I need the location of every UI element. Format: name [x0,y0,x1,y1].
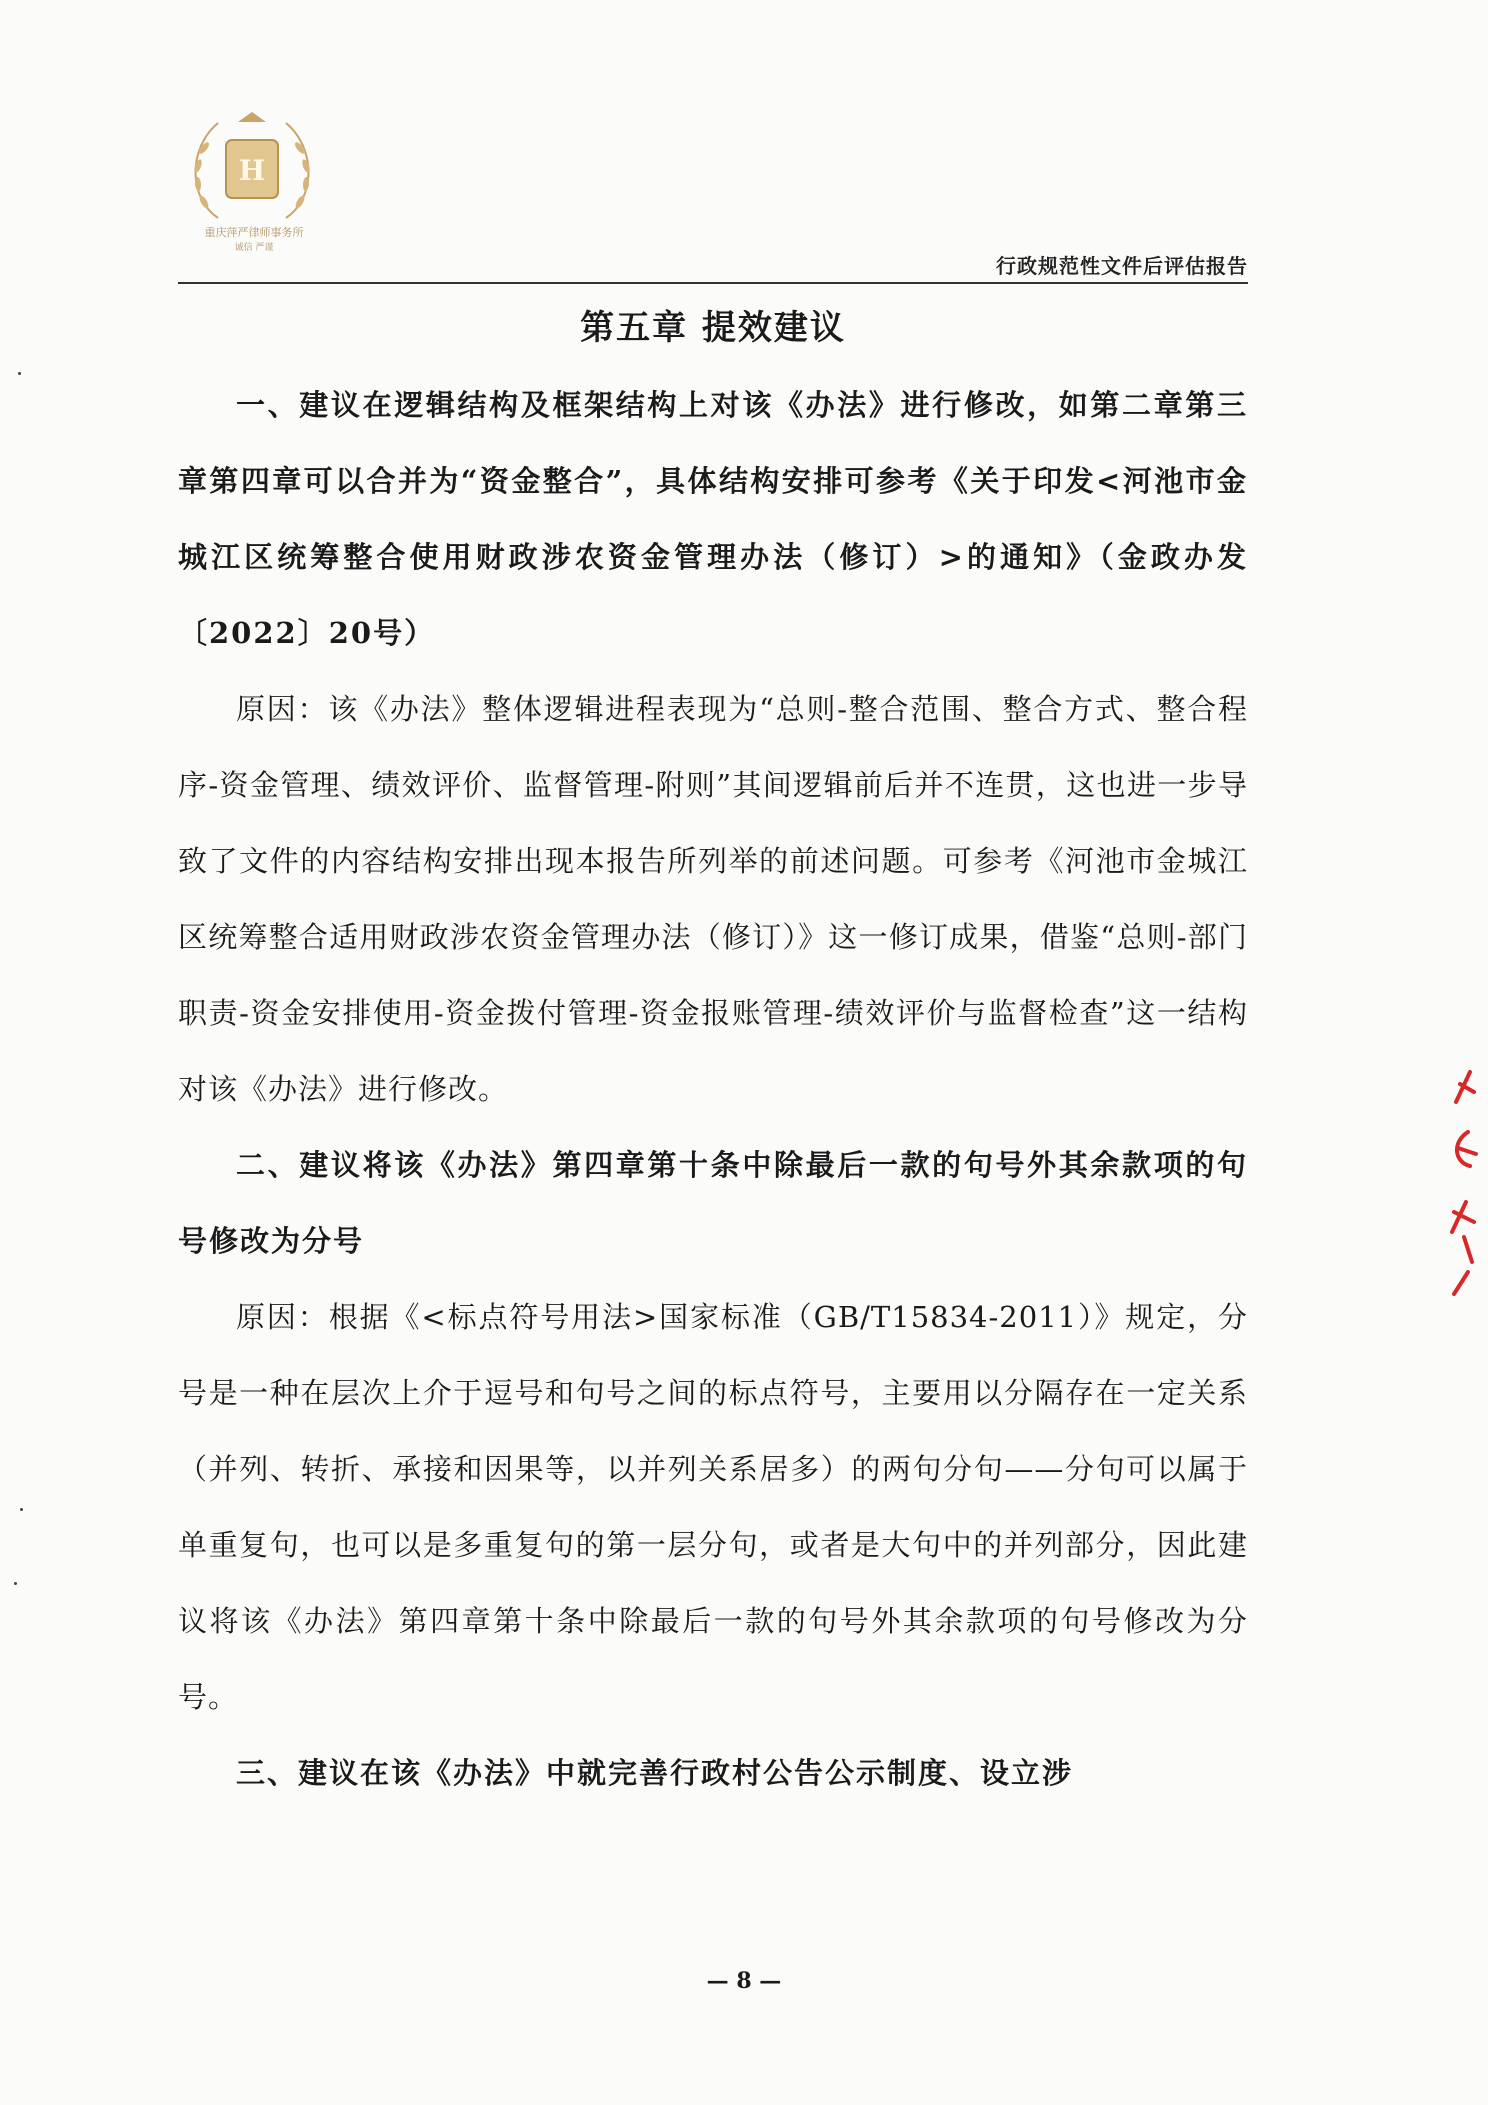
section-heading-3: 三、建议在该《办法》中就完善行政村公告公示制度、设立涉 [236,1756,1074,1790]
red-seal-fragment-icon [1442,1062,1480,1302]
firm-motto: 诚信 严谨 [234,243,274,253]
paragraph-reason-2: 原因：根据《<标点符号用法>国家标准（GB/T15834-2011）》规定，分号是一种在层次上介于逗号和句号之间的标点符号，主要用以分隔存在一定关系（并列、转折、承接和因果等，以并列关系居多）的两句分句——分句可以属于单重复句，也可以是多重复句的第一层分句，或者是大句中的并列部分，因此建议将该《办法》第四章第十条中除最后一款的句号外其余款项的句号修改为分号。 [178,1300,1248,1714]
section-heading-1: 一、建议在逻辑结构及框架结构上对该《办法》进行修改，如第二章第三章第四章可以合并为“资金整合”，具体结构安排可参考《关于印发<河池市金城江区统筹整合使用财政涉农资金管理办法（修订）>的通知》（金政办发〔2022〕20号） [178,388,1248,650]
scan-speck [18,372,21,375]
scan-speck [20,1508,23,1511]
report-header-title: 行政规范性文件后评估报告 [996,254,1248,278]
paragraph-reason-1: 原因：该《办法》整体逻辑进程表现为“总则-整合范围、整合方式、整合程序-资金管理、绩效评价、监督管理-附则”其间逻辑前后并不连贯，这也进一步导致了文件的内容结构安排出现本报告所列举的前述问题。可参考《河池市金城江区统筹整合适用财政涉农资金管理办法（修订）》这一修订成果，借鉴“总则-部门职责-资金安排使用-资金拨付管理-资金报账管理-绩效评价与监督检查”这一结构对该《办法》进行修改。 [178,692,1248,1106]
header-divider [178,282,1248,284]
scan-speck [14,1582,17,1585]
chapter-title: 第五章 提效建议 [580,308,846,348]
section-heading-2: 二、建议将该《办法》第四章第十条中除最后一款的句号外其余款项的句号修改为分号 [178,1148,1248,1258]
firm-name: 重庆萍严律师事务所 [204,226,304,239]
page-number: — 8 — [706,1968,782,1994]
document-body [178,296,1248,1811]
svg-text:H: H [238,154,266,187]
